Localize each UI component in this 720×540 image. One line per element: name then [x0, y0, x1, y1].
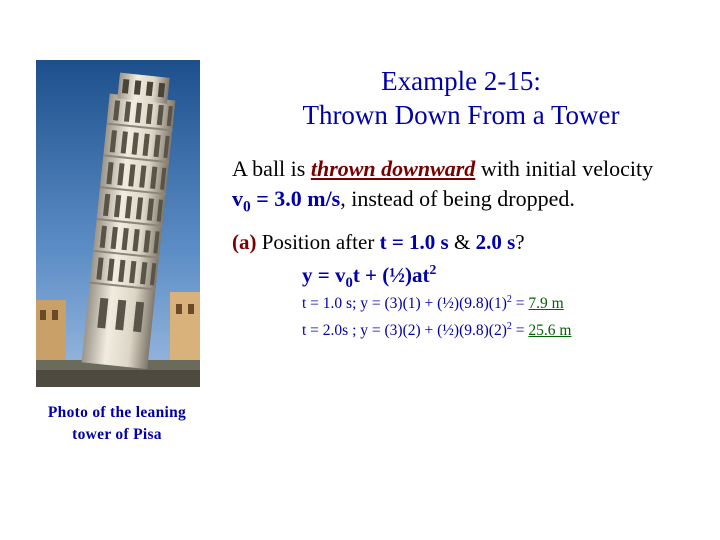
title-line-1: Example 2-15:	[381, 66, 541, 96]
photo-caption	[24, 402, 210, 446]
calc1-result: 7.9 m	[528, 295, 564, 313]
thrown-downward-emphasis: thrown downward	[310, 156, 476, 181]
leaning-tower-photo	[36, 60, 200, 387]
v-symbol: v	[232, 186, 243, 211]
intro-text-2: with initial velocity	[475, 156, 654, 181]
calc2-superscript: 2	[506, 321, 512, 332]
question-mark: ?	[515, 230, 525, 254]
formula-superscript: 2	[429, 262, 437, 277]
caption-line-2: tower of Pisa	[72, 426, 162, 443]
intro-text-3: , instead of being dropped.	[340, 186, 575, 211]
calc1-time: t = 1.0 s;	[302, 295, 357, 313]
part-a-question	[232, 228, 525, 256]
initial-velocity	[232, 186, 341, 216]
tower-illustration	[36, 60, 200, 387]
formula-mid: t + (½)at	[352, 263, 430, 287]
slide-title	[238, 64, 684, 132]
calculation-t2	[302, 317, 571, 341]
calc2-result: 25.6 m	[528, 322, 572, 340]
problem-statement	[232, 154, 702, 222]
formula-subscript: 0	[345, 275, 353, 292]
part-a-text: Position after	[256, 230, 380, 254]
v-subscript: 0	[243, 198, 251, 216]
title-line-2: Thrown Down From a Tower	[302, 100, 620, 130]
calculation-t1	[302, 290, 564, 314]
part-a-label: (a)	[232, 230, 257, 254]
v-value: = 3.0 m/s	[250, 186, 341, 211]
time-2: 2.0 s	[475, 230, 516, 254]
intro-text-1: A ball is	[232, 156, 311, 181]
calc2-expression: y = (3)(2) + (½)(9.8)(2)	[356, 322, 507, 340]
ampersand: &	[448, 230, 476, 254]
calc2-time: t = 2.0s ;	[302, 322, 357, 340]
caption-line-1: Photo of the leaning	[47, 404, 187, 421]
calc1-expression: y = (3)(1) + (½)(9.8)(1)	[356, 295, 507, 313]
time-1: t = 1.0 s	[379, 230, 449, 254]
calc2-equals: =	[511, 322, 529, 340]
calc1-superscript: 2	[506, 294, 512, 305]
calc1-equals: =	[511, 295, 529, 313]
formula-lhs: y = v	[302, 263, 346, 287]
